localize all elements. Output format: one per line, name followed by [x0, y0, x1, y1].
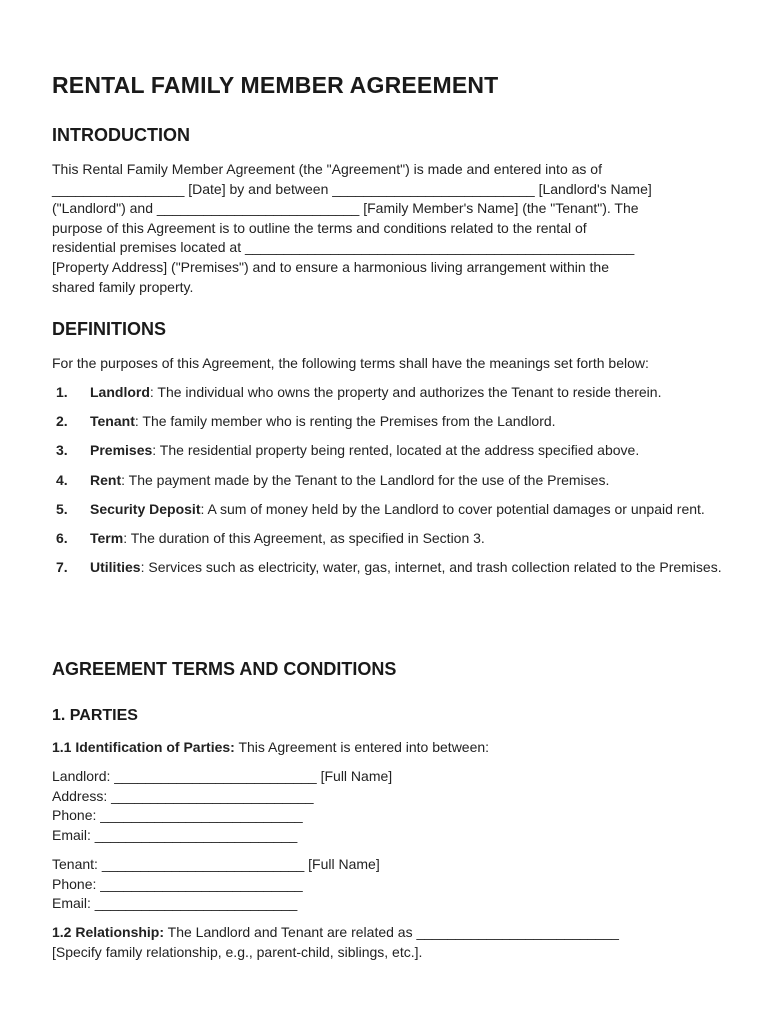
identification-label: 1.1 Identification of Parties: [52, 739, 235, 755]
identification-paragraph [52, 738, 722, 758]
definition-text: : Services such as electricity, water, gas, internet, and trash collection related to the Premises. [140, 559, 722, 576]
definition-number: 4. [56, 471, 68, 488]
landlord-name-field: Landlord: __________________________ [Full Name] [52, 768, 393, 784]
document-title: RENTAL FAMILY MEMBER AGREEMENT [52, 72, 499, 98]
definition-item [52, 441, 722, 461]
definition-number: 3. [56, 442, 68, 459]
intro-line: purpose of this Agreement is to outline the terms and conditions related to the rental of [52, 219, 587, 236]
definition-term: Rent [90, 471, 122, 488]
relationship-paragraph [52, 923, 722, 943]
agreement-terms-heading: AGREEMENT TERMS AND CONDITIONS [52, 659, 397, 679]
intro-line: ("Landlord") and __________________________ [Family Member's Name] (the "Tenant"). The [52, 200, 639, 217]
definition-item [52, 471, 722, 491]
definition-text: : The residential property being rented, located at the address specified above. [152, 442, 640, 459]
tenant-email-field: Email: __________________________ [52, 895, 298, 912]
definitions-intro: For the purposes of this Agreement, the following terms shall have the meanings set forth below: [52, 355, 649, 371]
definition-text: : The duration of this Agreement, as specified in Section 3. [123, 529, 485, 546]
intro-line: This Rental Family Member Agreement (the "Agreement") is made and entered into as of [52, 161, 602, 177]
intro-line: residential premises located at __________________________________________________ [52, 239, 635, 256]
definition-term: Tenant [90, 413, 135, 430]
definition-number: 6. [56, 529, 68, 546]
landlord-address-field: Address: __________________________ [52, 787, 314, 804]
definition-item [52, 558, 722, 578]
definition-item [52, 529, 722, 549]
landlord-phone-field: Phone: __________________________ [52, 807, 303, 824]
definition-text: : The family member who is renting the Premises from the Landlord. [134, 413, 556, 430]
definition-text: : A sum of money held by the Landlord to cover potential damages or unpaid rent. [200, 500, 705, 517]
definitions-list [52, 383, 722, 587]
definition-term: Utilities [90, 559, 141, 576]
tenant-phone-field: Phone: __________________________ [52, 875, 303, 892]
identification-text: This Agreement is entered into between: [234, 739, 490, 755]
relationship-text: The Landlord and Tenant are related as __________________________ [164, 924, 619, 940]
definition-term: Landlord [90, 384, 150, 400]
parties-heading: 1. PARTIES [52, 707, 138, 724]
definition-number: 1. [56, 384, 68, 400]
definition-item [52, 412, 722, 432]
introduction-heading: INTRODUCTION [52, 125, 190, 145]
definition-text: : The individual who owns the property and authorizes the Tenant to reside therein. [149, 384, 662, 400]
landlord-email-field: Email: __________________________ [52, 826, 298, 843]
definition-text: : The payment made by the Tenant to the Landlord for the use of the Premises. [121, 471, 610, 488]
definition-item [52, 383, 722, 403]
intro-line: [Property Address] ("Premises") and to ensure a harmonious living arrangement within the [52, 259, 609, 275]
definitions-heading: DEFINITIONS [52, 319, 167, 339]
definition-item [52, 500, 722, 520]
intro-line: _________________ [Date] by and between __________________________ [Landlord's Name] [52, 180, 652, 197]
definition-number: 2. [56, 413, 68, 430]
definition-number: 7. [56, 559, 68, 576]
definition-term: Premises [90, 442, 153, 459]
definition-number: 5. [56, 500, 68, 517]
tenant-name-field: Tenant: __________________________ [Full Name] [52, 856, 380, 872]
relationship-label: 1.2 Relationship: [52, 924, 165, 940]
definition-term: Security Deposit [90, 500, 201, 517]
definition-term: Term [90, 529, 124, 546]
intro-line: shared family property. [52, 278, 194, 295]
relationship-line: [Specify family relationship, e.g., parent-child, siblings, etc.]. [52, 943, 423, 960]
